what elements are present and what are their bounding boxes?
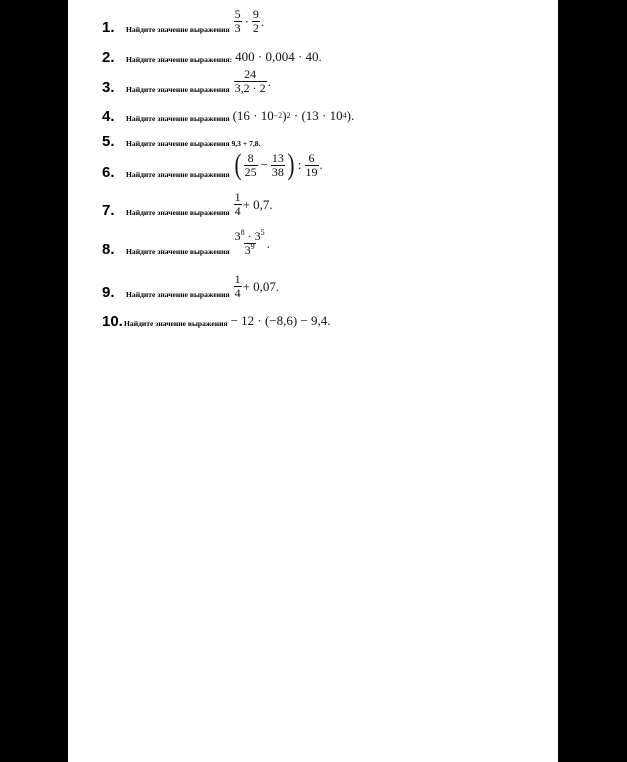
denominator: 38 — [271, 164, 284, 179]
expr-rest: + 0,07. — [242, 278, 280, 294]
exponent: 8 — [240, 228, 245, 237]
exponent: 9 — [250, 242, 255, 251]
numerator: 13 — [271, 150, 284, 165]
numerator: 1 — [234, 190, 241, 204]
task-7-expression — [233, 191, 273, 218]
denominator: 3,2 · 2 — [234, 81, 266, 95]
numerator: 24 — [244, 67, 257, 81]
terminator: . — [267, 73, 271, 89]
task-8 — [102, 230, 270, 257]
base: 3 — [254, 229, 261, 243]
task-number: 2. — [102, 49, 115, 66]
numerator: 8 — [247, 150, 254, 165]
task-number: 10. — [102, 313, 123, 330]
expr-part: (16 · 10 — [232, 108, 274, 123]
exponent: 5 — [260, 228, 265, 237]
fraction — [252, 8, 260, 35]
fraction — [234, 68, 267, 95]
task-4 — [102, 108, 354, 124]
task-label: Найдите значение выражения — [124, 319, 228, 328]
expr-rest: + 0,7. — [242, 196, 273, 212]
fraction — [234, 8, 242, 35]
task-10 — [102, 313, 331, 329]
task-1 — [102, 8, 264, 35]
task-1-expression — [233, 8, 265, 35]
fraction — [234, 230, 266, 257]
fraction — [234, 191, 242, 218]
task-label: Найдите значение выражения — [126, 170, 230, 179]
expr-part: ). — [346, 108, 355, 123]
denominator: 25 — [244, 164, 257, 179]
task-number: 3. — [102, 79, 115, 96]
terminator: . — [260, 13, 265, 29]
task-number: 7. — [102, 202, 115, 219]
left-paren: ( — [234, 148, 242, 181]
operator: : — [297, 157, 302, 172]
numerator: 5 — [234, 7, 241, 21]
fraction — [234, 273, 242, 300]
task-10-expression: − 12 · (−8,6) − 9,4. — [230, 313, 331, 328]
task-5 — [102, 134, 260, 149]
task-number: 4. — [102, 108, 115, 125]
denominator — [244, 243, 256, 257]
task-4-expression: (16 · 10 −2 ) 2 · (13 · 10 4 ). — [232, 108, 355, 123]
task-8-expression — [233, 230, 270, 257]
expr-part: · (13 · 10 — [290, 108, 343, 123]
task-3 — [102, 68, 271, 95]
task-3-expression — [233, 68, 271, 95]
task-number: 9. — [102, 284, 115, 301]
task-9 — [102, 273, 279, 300]
operator: − — [260, 157, 268, 172]
task-label: Найдите значение выражения — [126, 85, 230, 94]
fraction — [244, 152, 258, 179]
numerator: 9 — [252, 7, 259, 21]
fraction — [305, 152, 319, 179]
denominator: 2 — [252, 21, 259, 35]
task-label: Найдите значение выражения — [126, 208, 230, 217]
task-number: 8. — [102, 241, 115, 258]
task-label: Найдите значение выражения — [126, 290, 230, 299]
terminator: . — [319, 157, 323, 172]
operator: · — [244, 229, 255, 243]
numerator — [234, 230, 266, 243]
task-number: 1. — [102, 19, 115, 36]
base: 3 — [244, 243, 251, 257]
fraction — [271, 152, 285, 179]
task-label: Найдите значение выражения 9,3 + 7,8. — [126, 139, 261, 148]
denominator: 4 — [234, 286, 241, 300]
numerator: 6 — [308, 150, 315, 165]
right-paren: ) — [287, 148, 295, 181]
denominator: 19 — [305, 164, 318, 179]
task-2-expression: 400 · 0,004 · 40. — [235, 49, 322, 64]
task-label: Найдите значение выражения — [126, 25, 230, 34]
terminator: . — [266, 235, 270, 251]
task-6-expression — [233, 150, 323, 180]
task-2 — [102, 49, 322, 65]
task-number: 5. — [102, 133, 115, 150]
task-number: 6. — [102, 164, 115, 181]
worksheet-page — [68, 0, 558, 762]
expr-part: ) — [282, 108, 287, 123]
numerator: 1 — [234, 272, 241, 286]
denominator: 3 — [234, 21, 241, 35]
task-label: Найдите значение выражения — [126, 114, 230, 123]
task-6 — [102, 150, 323, 180]
task-7 — [102, 191, 273, 218]
base: 3 — [234, 229, 241, 243]
task-label: Найдите значение выражения — [126, 247, 230, 256]
task-9-expression — [233, 273, 280, 300]
operator: · — [244, 13, 249, 29]
denominator: 4 — [234, 204, 241, 218]
task-label: Найдите значение выражения: — [126, 55, 233, 64]
